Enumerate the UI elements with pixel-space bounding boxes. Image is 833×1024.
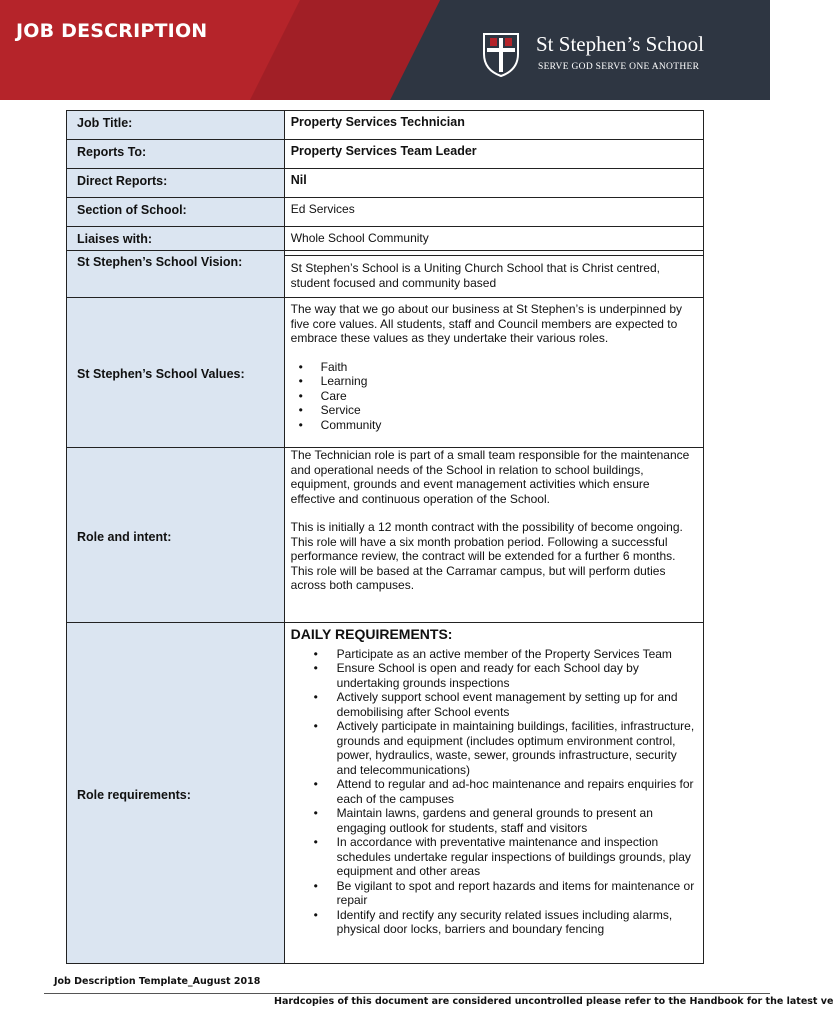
role-intent-label: Role and intent: [67, 448, 285, 623]
job-title-value: Property Services Technician [284, 111, 703, 140]
section-value: Ed Services [284, 198, 703, 227]
school-motto: SERVE GOD SERVE ONE ANOTHER [538, 62, 700, 72]
direct-reports-value: Nil [284, 169, 703, 198]
uncontrolled-notice: Hardcopies of this document are considered uncontrolled please refer to the Handbook for the latest ve [274, 996, 833, 1007]
list-item: • Faith [321, 360, 695, 375]
school-name: St Stephen’s School [536, 32, 705, 56]
template-footer: Job Description Template_August 2018 [54, 976, 261, 987]
values-label: St Stephen’s School Values: [67, 298, 285, 448]
values-cell [284, 298, 703, 448]
section-label: Section of School: [67, 198, 285, 227]
role-requirements-cell [284, 623, 703, 964]
list-item: • Participate as an active member of the Property Services Team [337, 647, 695, 662]
requirements-list [291, 647, 695, 937]
values-list [291, 360, 695, 433]
liaises-value: Whole School Community [284, 227, 703, 256]
list-item: • Be vigilant to spot and report hazards and items for maintenance or repair [337, 879, 695, 908]
vision-text: St Stephen’s School is a Uniting Church School that is Christ centred, student focused and community based [284, 251, 703, 298]
table-row [67, 298, 704, 448]
direct-reports-label: Direct Reports: [67, 169, 285, 198]
daily-requirements-heading: DAILY REQUIREMENTS: [290, 626, 453, 642]
role-requirements-label: Role requirements: [67, 623, 285, 964]
school-crest-icon [478, 30, 524, 78]
list-item: • Maintain lawns, gardens and general grounds to present an engaging outlook for students, staff and visitors [337, 806, 695, 835]
reports-to-label: Reports To: [67, 140, 285, 169]
table-row [67, 169, 704, 198]
role-intent-para1: The Technician role is part of a small team responsible for the maintenance and operational needs of the School in relation to school buildings, equipment, grounds and event management activities which ensure effective and continuous operation of the School. [290, 448, 690, 506]
page-header [0, 0, 770, 100]
role-intent-cell [284, 448, 703, 623]
role-intent-para2: This is initially a 12 month contract with the possibility of become ongoing. This role will have a six month probation period. Following a successful performance review, the contract will be extended for a further 6 months. This role will be based at the Carramar campus, but will perform duties across both campuses. [290, 520, 683, 592]
table-row [67, 623, 704, 964]
vision-label: St Stephen’s School Vision: [67, 251, 285, 298]
school-logo [478, 30, 768, 78]
list-item: • Care [321, 389, 695, 404]
document-title: JOB DESCRIPTION [16, 20, 208, 42]
list-item: • Actively support school event management by setting up for and demobilising after School events [337, 690, 695, 719]
list-item: • Attend to regular and ad-hoc maintenance and repairs enquiries for each of the campuses [337, 777, 695, 806]
table-row [67, 251, 704, 298]
role-table [66, 250, 704, 964]
liaises-label: Liaises with: [67, 227, 285, 256]
list-item: • Community [321, 418, 695, 433]
list-item: • Service [321, 403, 695, 418]
job-details-table [66, 110, 704, 256]
values-intro: The way that we go about our business at St Stephen’s is underpinned by five core values. All students, staff and Council members are expected to embrace these values as they undertake their various roles. [290, 302, 683, 345]
footer-divider [44, 993, 770, 994]
job-title-label: Job Title: [67, 111, 285, 140]
reports-to-value: Property Services Team Leader [284, 140, 703, 169]
list-item: • Ensure School is open and ready for each School day by undertaking grounds inspections [337, 661, 695, 690]
table-row [67, 140, 704, 169]
table-row [67, 448, 704, 623]
table-row [67, 198, 704, 227]
list-item: • Actively participate in maintaining buildings, facilities, infrastructure, grounds and equipment (includes optimum environment control, power, hydraulics, waste, sewer, grounds infrastructure, security and telecommunications) [337, 719, 695, 777]
table-row [67, 111, 704, 140]
list-item: • In accordance with preventative maintenance and inspection schedules undertake regular inspections of buildings grounds, play equipment and other areas [337, 835, 695, 879]
list-item: • Learning [321, 374, 695, 389]
list-item: • Identify and rectify any security related issues including alarms, physical door locks, barriers and boundary fencing [337, 908, 695, 937]
